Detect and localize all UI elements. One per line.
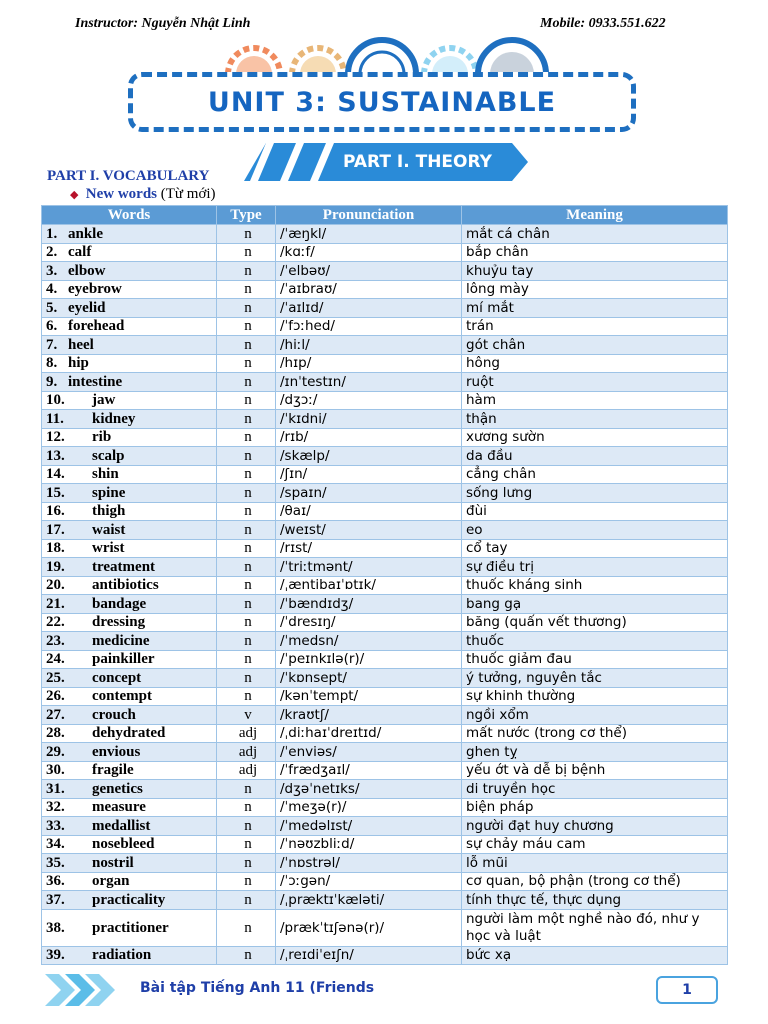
table-row: [42, 225, 728, 244]
word-text: jaw: [92, 392, 116, 409]
meaning-cell: bức xạ: [462, 946, 728, 965]
pronunciation-cell: /ˌreɪdiˈeɪʃn/: [276, 946, 462, 965]
unit-title-box: [128, 72, 636, 132]
row-number: 17.: [46, 521, 65, 538]
row-number: 23.: [46, 632, 65, 649]
header-words: Words: [42, 206, 217, 225]
table-row: [42, 410, 728, 429]
row-number: 34.: [46, 836, 65, 853]
word-text: rib: [92, 429, 112, 446]
pronunciation-cell: /kraʊtʃ/: [276, 706, 462, 725]
meaning-cell: ghen tỵ: [462, 743, 728, 762]
table-row: [42, 484, 728, 503]
table-row: [42, 243, 728, 262]
type-cell: n: [217, 502, 276, 521]
type-cell: n: [217, 650, 276, 669]
type-cell: n: [217, 428, 276, 447]
pronunciation-cell: /ˈnəʊzbliːd/: [276, 835, 462, 854]
pronunciation-cell: /ˈaɪbraʊ/: [276, 280, 462, 299]
table-row: [42, 539, 728, 558]
type-cell: n: [217, 613, 276, 632]
word-text: dressing: [92, 614, 146, 631]
word-cell: [42, 798, 217, 817]
type-cell: n: [217, 243, 276, 262]
table-row: [42, 280, 728, 299]
word-cell: [42, 539, 217, 558]
pronunciation-cell: /ˈenviəs/: [276, 743, 462, 762]
pronunciation-cell: /kənˈtempt/: [276, 687, 462, 706]
word-cell: [42, 558, 217, 577]
row-number: 37.: [46, 891, 65, 908]
meaning-cell: cơ quan, bộ phận (trong cơ thể): [462, 872, 728, 891]
table-row: [42, 724, 728, 743]
row-number: 33.: [46, 817, 65, 834]
table-row: [42, 780, 728, 799]
gear-icon-cyan: [424, 48, 476, 74]
row-number: 36.: [46, 873, 65, 890]
word-cell: [42, 909, 217, 946]
word-cell: [42, 595, 217, 614]
table-row: [42, 761, 728, 780]
word-text: forehead: [68, 318, 125, 335]
table-row: [42, 613, 728, 632]
word-text: intestine: [68, 373, 123, 390]
row-number: 25.: [46, 669, 65, 686]
word-cell: [42, 835, 217, 854]
pronunciation-cell: /skælp/: [276, 447, 462, 466]
type-cell: n: [217, 595, 276, 614]
word-text: envious: [92, 743, 141, 760]
word-text: practitioner: [92, 919, 169, 936]
table-row: [42, 502, 728, 521]
table-header-row: [42, 206, 728, 225]
pronunciation-cell: /weɪst/: [276, 521, 462, 540]
word-cell: [42, 502, 217, 521]
word-text: measure: [92, 799, 146, 816]
table-row: [42, 262, 728, 281]
pronunciation-cell: /ˈbændɪdʒ/: [276, 595, 462, 614]
table-row: [42, 354, 728, 373]
type-cell: n: [217, 539, 276, 558]
word-cell: [42, 632, 217, 651]
table-row: [42, 946, 728, 965]
row-number: 31.: [46, 780, 65, 797]
word-cell: [42, 724, 217, 743]
row-number: 12.: [46, 429, 65, 446]
table-row: [42, 576, 728, 595]
meaning-cell: ý tưởng, nguyên tắc: [462, 669, 728, 688]
pronunciation-cell: /hiːl/: [276, 336, 462, 355]
word-text: fragile: [92, 762, 134, 779]
page-number: 1: [656, 976, 718, 1004]
pronunciation-cell: /ˌæntibaɪˈɒtɪk/: [276, 576, 462, 595]
type-cell: n: [217, 465, 276, 484]
pronunciation-cell: /prækˈtɪʃənə(r)/: [276, 909, 462, 946]
word-cell: [42, 243, 217, 262]
table-row: [42, 872, 728, 891]
pronunciation-cell: /θaɪ/: [276, 502, 462, 521]
word-text: medicine: [92, 632, 150, 649]
meaning-cell: hông: [462, 354, 728, 373]
vocabulary-table: [41, 205, 728, 965]
meaning-cell: cẳng chân: [462, 465, 728, 484]
type-cell: n: [217, 632, 276, 651]
meaning-cell: ruột: [462, 373, 728, 392]
type-cell: n: [217, 817, 276, 836]
row-number: 4.: [46, 281, 58, 298]
meaning-cell: sự khinh thường: [462, 687, 728, 706]
row-number: 35.: [46, 854, 65, 871]
meaning-cell: mí mắt: [462, 299, 728, 318]
pronunciation-cell: /ˈmeʒə(r)/: [276, 798, 462, 817]
pronunciation-cell: /ˈelbəʊ/: [276, 262, 462, 281]
row-number: 1.: [46, 225, 58, 242]
word-text: eyelid: [68, 299, 106, 316]
header-pronunciation: Pronunciation: [276, 206, 462, 225]
word-cell: [42, 854, 217, 873]
meaning-cell: sự điều trị: [462, 558, 728, 577]
row-number: 3.: [46, 262, 58, 279]
word-text: elbow: [68, 262, 106, 279]
table-row: [42, 391, 728, 410]
word-text: concept: [92, 669, 142, 686]
meaning-cell: thuốc giảm đau: [462, 650, 728, 669]
type-cell: n: [217, 521, 276, 540]
word-text: calf: [68, 244, 92, 261]
meaning-cell: khuỷu tay: [462, 262, 728, 281]
pronunciation-cell: /ʃɪn/: [276, 465, 462, 484]
table-row: [42, 428, 728, 447]
meaning-cell: thận: [462, 410, 728, 429]
pronunciation-cell: /ɪnˈtestɪn/: [276, 373, 462, 392]
word-text: genetics: [92, 780, 143, 797]
pronunciation-cell: /ˌpræktɪˈkæləti/: [276, 891, 462, 910]
type-cell: n: [217, 299, 276, 318]
meaning-cell: trán: [462, 317, 728, 336]
pronunciation-cell: /kɑːf/: [276, 243, 462, 262]
meaning-cell: người làm một nghề nào đó, như y học và luật: [462, 909, 728, 946]
word-cell: [42, 650, 217, 669]
meaning-cell: tính thực tế, thực dụng: [462, 891, 728, 910]
part-heading: PART I. VOCABULARY: [47, 168, 210, 184]
word-cell: [42, 484, 217, 503]
word-cell: [42, 447, 217, 466]
row-number: 7.: [46, 336, 58, 353]
type-cell: n: [217, 280, 276, 299]
table-row: [42, 595, 728, 614]
type-cell: n: [217, 909, 276, 946]
row-number: 38.: [46, 919, 65, 936]
meaning-cell: sự chảy máu cam: [462, 835, 728, 854]
pronunciation-cell: /hɪp/: [276, 354, 462, 373]
row-number: 13.: [46, 447, 65, 464]
table-row: [42, 835, 728, 854]
word-cell: [42, 521, 217, 540]
word-cell: [42, 761, 217, 780]
table-row: [42, 669, 728, 688]
banner-label: PART I. THEORY: [343, 152, 492, 172]
type-cell: n: [217, 225, 276, 244]
word-cell: [42, 743, 217, 762]
word-text: contempt: [92, 688, 152, 705]
word-cell: [42, 299, 217, 318]
word-cell: [42, 613, 217, 632]
pronunciation-cell: /rɪb/: [276, 428, 462, 447]
row-number: 32.: [46, 799, 65, 816]
word-cell: [42, 669, 217, 688]
word-text: waist: [92, 521, 126, 538]
word-cell: [42, 576, 217, 595]
type-cell: n: [217, 484, 276, 503]
row-number: 2.: [46, 244, 58, 261]
pronunciation-cell: /ˈaɪlɪd/: [276, 299, 462, 318]
new-words-label: New words: [85, 186, 157, 202]
meaning-cell: biện pháp: [462, 798, 728, 817]
footer-text: Bài tập Tiếng Anh 11 (Friends: [140, 980, 375, 996]
table-row: [42, 687, 728, 706]
row-number: 20.: [46, 577, 65, 594]
word-cell: [42, 280, 217, 299]
row-number: 18.: [46, 540, 65, 557]
table-row: [42, 521, 728, 540]
mobile-number: Mobile: 0933.551.622: [540, 16, 666, 31]
meaning-cell: di truyền học: [462, 780, 728, 799]
row-number: 24.: [46, 651, 65, 668]
gear-icon-tan: [292, 48, 344, 74]
word-text: spine: [92, 484, 126, 501]
word-cell: [42, 946, 217, 965]
word-cell: [42, 262, 217, 281]
new-words-note: (Từ mới): [160, 186, 216, 202]
type-cell: adj: [217, 743, 276, 762]
type-cell: adj: [217, 724, 276, 743]
word-text: bandage: [92, 595, 147, 612]
meaning-cell: thuốc kháng sinh: [462, 576, 728, 595]
table-row: [42, 706, 728, 725]
word-text: nostril: [92, 854, 134, 871]
word-cell: [42, 225, 217, 244]
table-row: [42, 650, 728, 669]
table-row: [42, 743, 728, 762]
row-number: 39.: [46, 947, 65, 964]
word-text: ankle: [68, 225, 104, 242]
type-cell: n: [217, 780, 276, 799]
word-text: dehydrated: [92, 725, 166, 742]
type-cell: n: [217, 317, 276, 336]
word-text: medallist: [92, 817, 151, 834]
word-text: hip: [68, 355, 89, 372]
type-cell: n: [217, 262, 276, 281]
type-cell: n: [217, 354, 276, 373]
pronunciation-cell: /ˈmedsn/: [276, 632, 462, 651]
word-cell: [42, 354, 217, 373]
pronunciation-cell: /ˈfrædʒaɪl/: [276, 761, 462, 780]
meaning-cell: gót chân: [462, 336, 728, 355]
word-text: wrist: [92, 540, 125, 557]
type-cell: n: [217, 336, 276, 355]
pronunciation-cell: /ˈtriːtmənt/: [276, 558, 462, 577]
word-text: radiation: [92, 947, 152, 964]
type-cell: n: [217, 669, 276, 688]
table-row: [42, 317, 728, 336]
gear-icon-orange: [228, 48, 280, 74]
row-number: 19.: [46, 558, 65, 575]
meaning-cell: da đầu: [462, 447, 728, 466]
pronunciation-cell: /dʒəˈnetɪks/: [276, 780, 462, 799]
table-row: [42, 336, 728, 355]
table-row: [42, 465, 728, 484]
unit-title: UNIT 3: SUSTAINABLE: [207, 86, 557, 118]
type-cell: v: [217, 706, 276, 725]
table-row: [42, 447, 728, 466]
pronunciation-cell: /dʒɔː/: [276, 391, 462, 410]
type-cell: n: [217, 558, 276, 577]
pronunciation-cell: /ˈpeɪnkɪlə(r)/: [276, 650, 462, 669]
table-row: [42, 909, 728, 946]
word-cell: [42, 780, 217, 799]
word-text: scalp: [92, 447, 125, 464]
header-meaning: Meaning: [462, 206, 728, 225]
row-number: 27.: [46, 706, 65, 723]
type-cell: n: [217, 576, 276, 595]
pronunciation-cell: /ˈkɪdni/: [276, 410, 462, 429]
word-cell: [42, 687, 217, 706]
row-number: 15.: [46, 484, 65, 501]
word-text: treatment: [92, 558, 156, 575]
meaning-cell: xương sườn: [462, 428, 728, 447]
word-text: antibiotics: [92, 577, 159, 594]
diamond-bullet-icon: ◆: [70, 189, 79, 201]
pronunciation-cell: /rɪst/: [276, 539, 462, 558]
type-cell: n: [217, 373, 276, 392]
word-text: kidney: [92, 410, 136, 427]
word-cell: [42, 817, 217, 836]
row-number: 5.: [46, 299, 58, 316]
word-text: crouch: [92, 706, 136, 723]
word-text: practicality: [92, 891, 166, 908]
word-text: nosebleed: [92, 836, 155, 853]
row-number: 26.: [46, 688, 65, 705]
meaning-cell: eo: [462, 521, 728, 540]
row-number: 9.: [46, 373, 58, 390]
word-text: heel: [68, 336, 94, 353]
meaning-cell: sống lưng: [462, 484, 728, 503]
pronunciation-cell: /ˈfɔːhed/: [276, 317, 462, 336]
row-number: 22.: [46, 614, 65, 631]
row-number: 11.: [46, 410, 64, 427]
word-text: painkiller: [92, 651, 155, 668]
meaning-cell: lỗ mũi: [462, 854, 728, 873]
table-row: [42, 373, 728, 392]
row-number: 30.: [46, 762, 65, 779]
row-number: 29.: [46, 743, 65, 760]
gear-icon-navy: [478, 40, 546, 74]
meaning-cell: bang gạ: [462, 595, 728, 614]
gears-decoration: [0, 0, 768, 80]
row-number: 21.: [46, 595, 65, 612]
type-cell: n: [217, 872, 276, 891]
pronunciation-cell: /ˈɔːgən/: [276, 872, 462, 891]
type-cell: n: [217, 410, 276, 429]
word-text: thigh: [92, 503, 126, 520]
type-cell: n: [217, 687, 276, 706]
type-cell: n: [217, 835, 276, 854]
instructor-name: Instructor: Nguyễn Nhật Linh: [75, 16, 251, 31]
word-cell: [42, 428, 217, 447]
row-number: 16.: [46, 503, 65, 520]
word-cell: [42, 410, 217, 429]
meaning-cell: băng (quấn vết thương): [462, 613, 728, 632]
row-number: 14.: [46, 466, 65, 483]
word-cell: [42, 891, 217, 910]
pronunciation-cell: /ˈkɒnsept/: [276, 669, 462, 688]
type-cell: n: [217, 891, 276, 910]
word-cell: [42, 465, 217, 484]
row-number: 28.: [46, 725, 65, 742]
word-text: shin: [92, 466, 119, 483]
row-number: 10.: [46, 392, 65, 409]
meaning-cell: hàm: [462, 391, 728, 410]
meaning-cell: bắp chân: [462, 243, 728, 262]
word-cell: [42, 317, 217, 336]
footer-arrows-icon: [45, 974, 115, 1006]
table-row: [42, 854, 728, 873]
meaning-cell: cổ tay: [462, 539, 728, 558]
meaning-cell: đùi: [462, 502, 728, 521]
pronunciation-cell: /ˈmedəlɪst/: [276, 817, 462, 836]
gear-icon-blue: [348, 40, 416, 74]
header-type: Type: [217, 206, 276, 225]
type-cell: n: [217, 447, 276, 466]
word-cell: [42, 391, 217, 410]
table-row: [42, 817, 728, 836]
row-number: 6.: [46, 318, 58, 335]
type-cell: n: [217, 798, 276, 817]
word-cell: [42, 373, 217, 392]
table-row: [42, 558, 728, 577]
pronunciation-cell: /ˈæŋkl/: [276, 225, 462, 244]
pronunciation-cell: /ˌdiːhaɪˈdreɪtɪd/: [276, 724, 462, 743]
table-row: [42, 891, 728, 910]
pronunciation-cell: /ˈdresɪŋ/: [276, 613, 462, 632]
type-cell: n: [217, 854, 276, 873]
word-text: eyebrow: [68, 281, 122, 298]
row-number: 8.: [46, 355, 58, 372]
table-row: [42, 299, 728, 318]
word-text: organ: [92, 873, 130, 890]
meaning-cell: thuốc: [462, 632, 728, 651]
table-row: [42, 798, 728, 817]
meaning-cell: lông mày: [462, 280, 728, 299]
type-cell: adj: [217, 761, 276, 780]
word-cell: [42, 872, 217, 891]
type-cell: n: [217, 946, 276, 965]
meaning-cell: người đạt huy chương: [462, 817, 728, 836]
meaning-cell: mất nước (trong cơ thể): [462, 724, 728, 743]
word-cell: [42, 336, 217, 355]
meaning-cell: yếu ớt và dễ bị bệnh: [462, 761, 728, 780]
meaning-cell: ngồi xổm: [462, 706, 728, 725]
pronunciation-cell: /ˈnɒstrəl/: [276, 854, 462, 873]
new-words-line: [70, 186, 216, 203]
meaning-cell: mắt cá chân: [462, 225, 728, 244]
type-cell: n: [217, 391, 276, 410]
pronunciation-cell: /spaɪn/: [276, 484, 462, 503]
table-row: [42, 632, 728, 651]
word-cell: [42, 706, 217, 725]
